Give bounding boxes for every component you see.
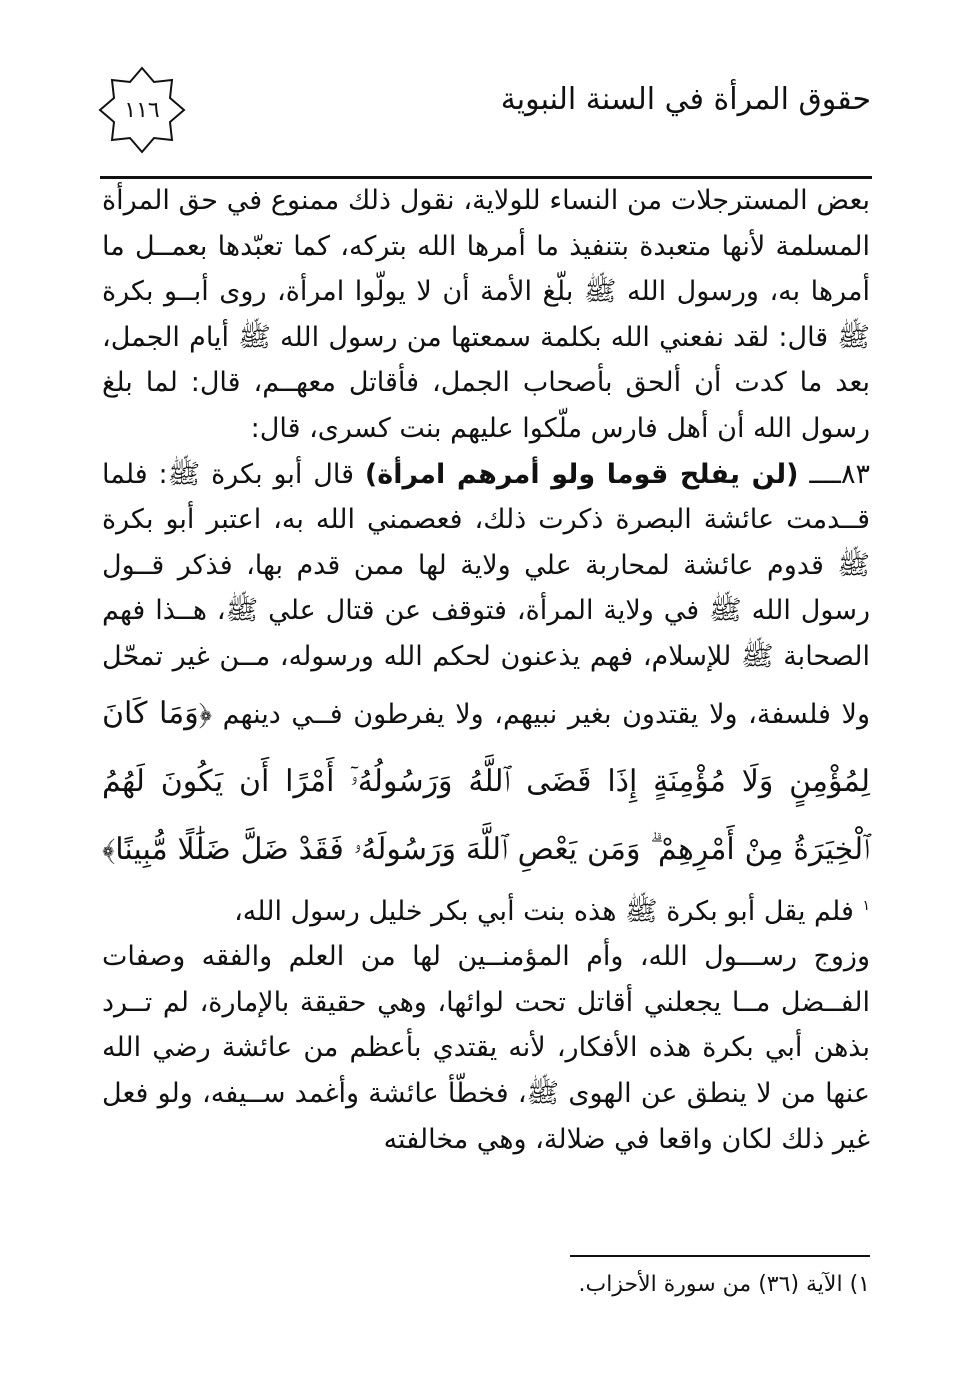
footnote-divider bbox=[570, 1255, 870, 1257]
hadith-number: ٨٣ــــ bbox=[809, 458, 870, 490]
quran-verse: ﴿وَمَا كَانَ لِمُؤْمِنٍ وَلَا مُؤْمِنَةٍ إِذَا قَضَى ٱللَّهُ وَرَسُولُهُۥٓ أَمْرًا أَن يَكُونَ لَهُمُ ٱلْخِيَرَةُ مِنْ أَمْرِهِمْ ۗ وَمَن يَعْصِ ٱللَّهَ وَرَسُولَهُۥ فَقَدْ ضَلَّ ضَلَٰلًا مُّبِينًا﴾ bbox=[102, 695, 870, 867]
page-number: ١١٦ bbox=[124, 97, 160, 123]
hadith-continuation: فلم يقل أبو بكرة ﷺ هذه بنت أبي بكر خليل رسول الله، bbox=[234, 895, 854, 927]
footnote-marker[interactable]: ١ bbox=[862, 897, 870, 914]
paragraph-hadith bbox=[102, 452, 870, 935]
hadith-heading: (لن يفلح قوما ولو أمرهم امرأة) bbox=[364, 458, 799, 490]
paragraph-conclusion: وزوج رســـول الله، وأم المؤمنــين لها من العلم والفقه وصفات الفــضل مــا يجعلني أقاتل تحت لوائها، وهي حقيقة بالإمارة، لم تــرد بذهن أبي بكرة هذه الأفكار، لأنه يقتدي بأعظم من عائشة رضي الله عنها من لا ينطق عن الهوى ﷺ، فخطّأ عائشة وأغمد ســيفه، ولو فعل غير ذلك لكان واقعا في ضلالة، وهي مخالفته bbox=[102, 941, 870, 1155]
page-header-title: حقوق المرأة في السنة النبوية bbox=[500, 82, 871, 117]
footnote: ١) الآية (٣٦) من سورة الأحزاب. bbox=[578, 1272, 870, 1297]
hadith-text: قال أبو بكرة ﷺ: فلما قــدمت عائشة البصرة ذكرت ذلك، فعصمني الله به، اعتبر أبو بكرة ﷺ قدوم عائشة لمحاربة علي ولاية لها ممن قدم بها، فذكر قــول رسول الله ﷺ في ولاية المرأة، فتوقف عن قتال علي ﷺ، هــذا فهم الصحابة ﷺ للإسلام، فهم يذعنون لحكم الله ورسوله، مــن غير تمحّل ولا فلسفة، ولا يقتدون بغير نبيهم، ولا يفرطون فــي دينهم bbox=[102, 458, 870, 730]
page-number-badge bbox=[96, 64, 188, 156]
paragraph-intro: بعض المسترجلات من النساء للولاية، نقول ذلك ممنوع في حق المرأة المسلمة لأنها متعبدة بتنفيذ ما أمرها الله بتركه، كما تعبّدها بعمــل ما أمرها به، ورسول الله ﷺ بلّغ الأمة أن لا يولّوا امرأة، روى أبــو بكرة ﷺ قال: لقد نفعني الله بكلمة سمعتها من رسول الله ﷺ أيام الجمل، بعد ما كدت أن ألحق بأصحاب الجمل، فأقاتل معهــم، قال: لما بلغ رسول الله أن أهل فارس ملّكوا عليهم بنت كسرى، قال: bbox=[102, 185, 870, 444]
main-text bbox=[102, 178, 870, 1162]
